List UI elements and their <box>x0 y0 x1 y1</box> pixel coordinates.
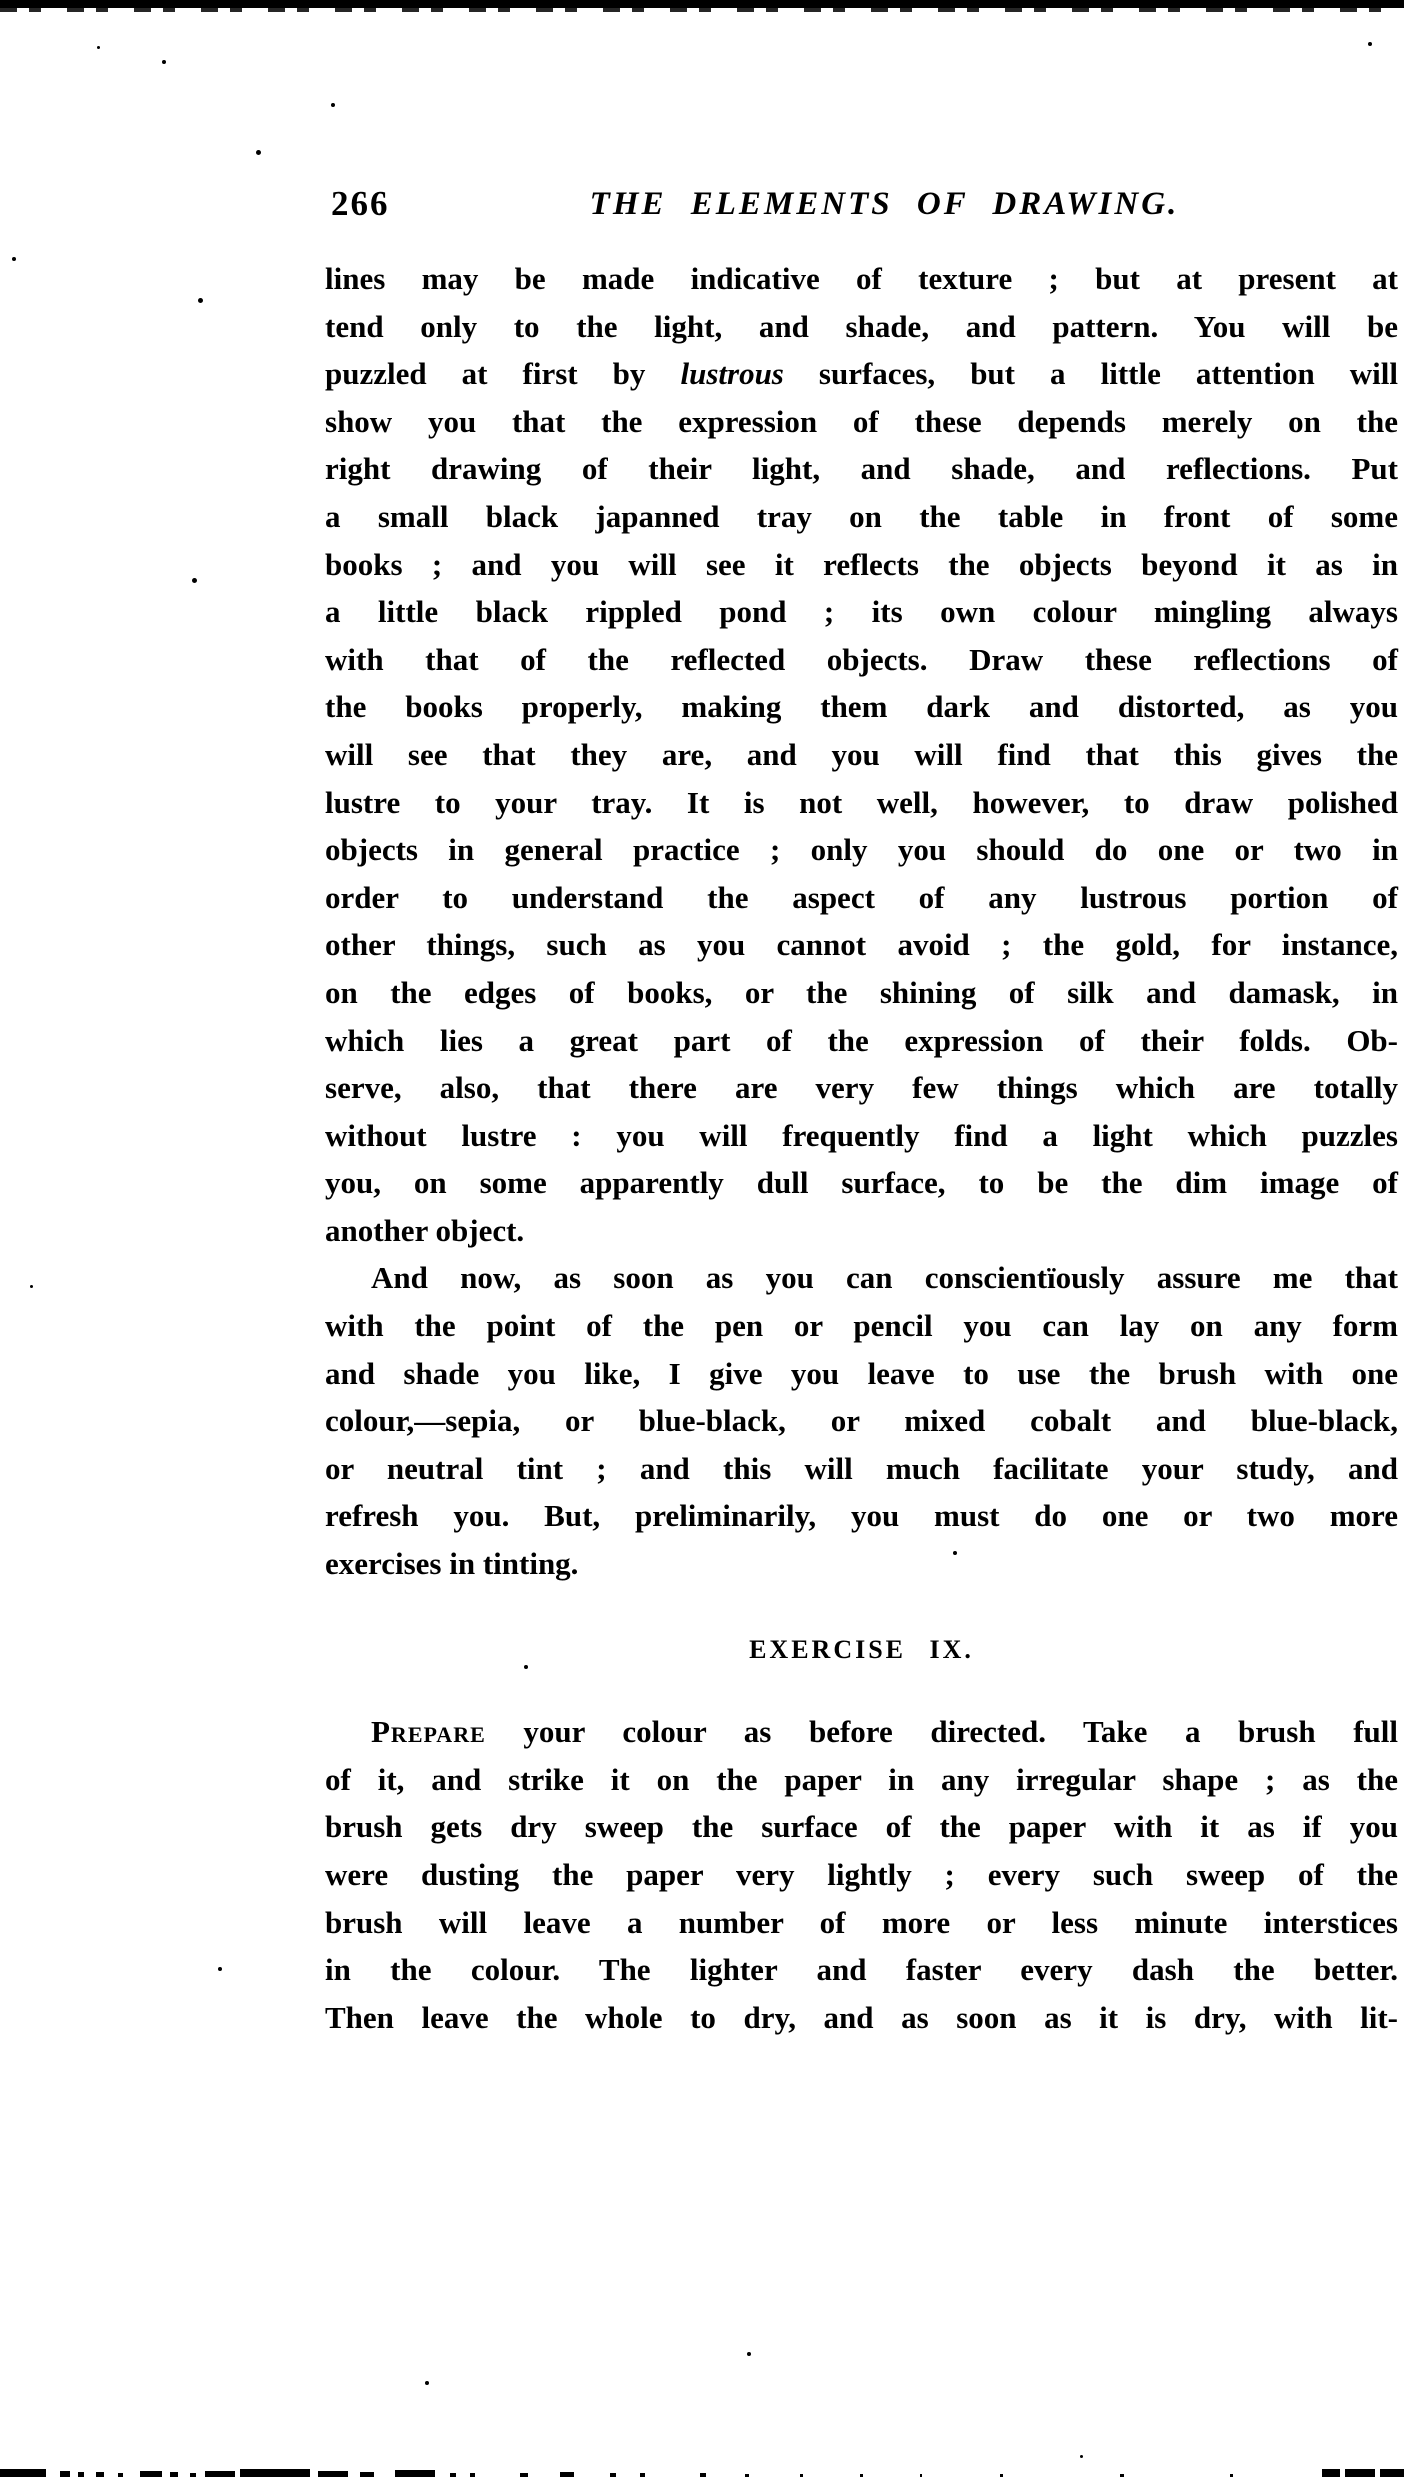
page-header <box>325 182 1398 234</box>
text-run: or neutral tint ; and this will much facilitate your study, and <box>325 1450 1398 1486</box>
scan-artifact-strip-segment <box>640 2473 645 2477</box>
text-line <box>325 1064 1398 1112</box>
scan-artifact-strip-segment <box>470 2473 475 2477</box>
text-run: other things, such as you cannot avoid ; the gold, for instance, <box>325 927 1398 963</box>
text-line <box>325 1159 1398 1207</box>
scan-speck <box>218 1967 222 1971</box>
text-run: of it, and strike it on the paper in any irregular shape ; as the <box>325 1761 1398 1797</box>
paragraph-1 <box>325 255 1398 1254</box>
text-line <box>325 779 1398 827</box>
scan-artifact-strip-segment <box>205 2471 235 2477</box>
scan-speck <box>192 578 197 583</box>
text-line <box>325 1254 1398 1302</box>
text-line <box>325 1851 1398 1899</box>
text-line <box>325 588 1398 636</box>
scan-artifact-strip-segment <box>190 2473 196 2477</box>
scan-artifact-strip-segment <box>60 2471 70 2477</box>
text-run: on the edges of books, or the shining of silk and damask, in <box>325 974 1398 1010</box>
smallcaps-text-run: Prepare <box>371 1714 486 1750</box>
text-run: without lustre : you will frequently find a light which puzzles <box>325 1117 1398 1153</box>
text-line <box>325 1302 1398 1350</box>
text-run: surfaces, but a little attention will <box>783 356 1398 392</box>
text-run: the books properly, making them dark and distorted, as you <box>325 689 1398 725</box>
exercise-heading: EXERCISE IX. <box>749 1634 974 1664</box>
scan-speck <box>97 46 100 49</box>
italic-text-run: lustrous <box>680 356 784 392</box>
text-run: brush gets dry sweep the surface of the paper with it as if you <box>325 1809 1398 1845</box>
text-line <box>325 541 1398 589</box>
text-line <box>325 636 1398 684</box>
text-run: puzzled at first by <box>325 356 681 392</box>
text-line <box>325 1397 1398 1445</box>
text-run: lines may be made indicative of texture ; but at present at <box>325 261 1398 296</box>
body-text <box>325 255 1398 2041</box>
text-run: were dusting the paper very lightly ; every such sweep of the <box>325 1857 1398 1892</box>
scan-artifact-strip-segment <box>560 2472 574 2477</box>
text-run: you, on some apparently dull surface, to be the dim image of <box>325 1165 1398 1201</box>
scan-artifact-strip-segment <box>700 2473 706 2477</box>
text-line <box>325 731 1398 779</box>
scan-artifact-strip-segment <box>118 2473 123 2477</box>
text-run: serve, also, that there are very few things which are totally <box>325 1070 1398 1106</box>
text-line <box>325 1540 1398 1588</box>
text-run: exercises in tinting. <box>325 1546 579 1582</box>
scan-artifact-strip-segment <box>1322 2469 1340 2477</box>
text-run: your colour as before directed. Take a brush full <box>485 1714 1398 1750</box>
text-run: colour,—sepia, or blue-black, or mixed cobalt and blue-black, <box>325 1403 1398 1439</box>
text-line <box>325 1112 1398 1160</box>
scan-artifact-strip-segment <box>318 2471 348 2477</box>
scan-artifact-strip-segment <box>1380 2469 1404 2477</box>
text-run: Then leave the whole to dry, and as soon as it is dry, with lit- <box>325 1999 1398 2035</box>
scan-speck <box>331 103 335 107</box>
text-run: a small black japanned tray on the table in front of some <box>325 498 1398 534</box>
text-run: objects in general practice ; only you should do one or two in <box>325 832 1398 868</box>
text-line <box>325 921 1398 969</box>
scan-speck <box>162 60 166 64</box>
scan-artifact-strip-segment <box>395 2470 435 2477</box>
paragraph-3 <box>325 1708 1398 2041</box>
text-line <box>325 1803 1398 1851</box>
scan-artifact-strip-segment <box>78 2472 84 2477</box>
text-run: which lies a great part of the expression of their folds. Ob- <box>325 1022 1398 1058</box>
text-run: in the colour. The lighter and faster every dash the better. <box>325 1952 1398 1988</box>
scan-speck <box>1368 42 1372 46</box>
scan-speck <box>953 1551 957 1555</box>
scan-artifact-strip-segment <box>140 2471 162 2477</box>
text-line <box>325 1445 1398 1493</box>
scan-artifact-strip-segment <box>0 2469 46 2477</box>
text-run: and shade you like, I give you leave to use the brush with one <box>325 1355 1398 1391</box>
text-run: brush will leave a number of more or less minute interstices <box>325 1904 1398 1940</box>
text-line <box>325 1899 1398 1947</box>
scan-speck <box>425 2381 429 2385</box>
text-line <box>325 1994 1398 2042</box>
scan-artifact-top-bar <box>0 0 1404 8</box>
paragraph-2 <box>325 1254 1398 1587</box>
scan-speck <box>1080 2455 1083 2458</box>
scan-artifact-strip-segment <box>170 2472 178 2477</box>
text-line <box>325 445 1398 493</box>
text-line <box>325 1708 1398 1756</box>
text-line <box>325 1492 1398 1540</box>
running-title: THE ELEMENTS OF DRAWING. <box>589 186 1180 222</box>
scan-speck <box>12 257 16 261</box>
text-run: will see that they are, and you will find that this gives the <box>325 736 1398 772</box>
text-run: another object. <box>325 1212 525 1248</box>
text-run: with that of the reflected objects. Draw these reflections of <box>325 641 1398 677</box>
text-line <box>325 398 1398 446</box>
scan-artifact-strip-segment <box>610 2473 616 2477</box>
scan-speck <box>30 1285 33 1288</box>
text-line <box>325 350 1398 398</box>
page-number: 266 <box>331 184 390 223</box>
text-line <box>325 969 1398 1017</box>
text-run: And now, as soon as you can conscientïously assure me that <box>371 1260 1398 1296</box>
scan-speck <box>198 298 203 303</box>
text-run: books ; and you will see it reflects the objects beyond it as in <box>325 546 1398 582</box>
scan-artifact-top-bar-ragged-edge <box>0 8 1404 12</box>
scan-artifact-strip-segment <box>240 2469 310 2477</box>
scan-artifact-strip-segment <box>96 2472 104 2477</box>
text-line <box>325 1207 1398 1255</box>
text-run: order to understand the aspect of any lustrous portion of <box>325 879 1398 915</box>
text-run: tend only to the light, and shade, and pattern. You will be <box>325 308 1398 344</box>
text-line <box>325 1946 1398 1994</box>
text-run: show you that the expression of these depends merely on the <box>325 403 1398 439</box>
text-line <box>325 826 1398 874</box>
text-line <box>325 683 1398 731</box>
text-run: right drawing of their light, and shade, and reflections. Put <box>325 451 1398 487</box>
scan-artifact-strip-segment <box>1345 2469 1375 2477</box>
text-run: with the point of the pen or pencil you can lay on any form <box>325 1308 1398 1344</box>
scan-artifact-strip-segment <box>450 2473 456 2477</box>
scan-speck <box>524 1665 528 1669</box>
text-run: lustre to your tray. It is not well, however, to draw polished <box>325 784 1398 820</box>
scan-artifact-strip-segment <box>520 2473 528 2477</box>
scan-speck <box>256 150 261 155</box>
text-line <box>325 493 1398 541</box>
scan-speck <box>747 2352 751 2356</box>
scan-artifact-strip-segment <box>360 2472 374 2477</box>
text-line <box>325 874 1398 922</box>
text-run: a little black rippled pond ; its own colour mingling always <box>325 594 1398 630</box>
text-line <box>325 1017 1398 1065</box>
text-line <box>325 255 1398 303</box>
text-line <box>325 303 1398 351</box>
text-run: refresh you. But, preliminarily, you must do one or two more <box>325 1498 1398 1534</box>
text-line <box>325 1350 1398 1398</box>
text-line <box>325 1756 1398 1804</box>
